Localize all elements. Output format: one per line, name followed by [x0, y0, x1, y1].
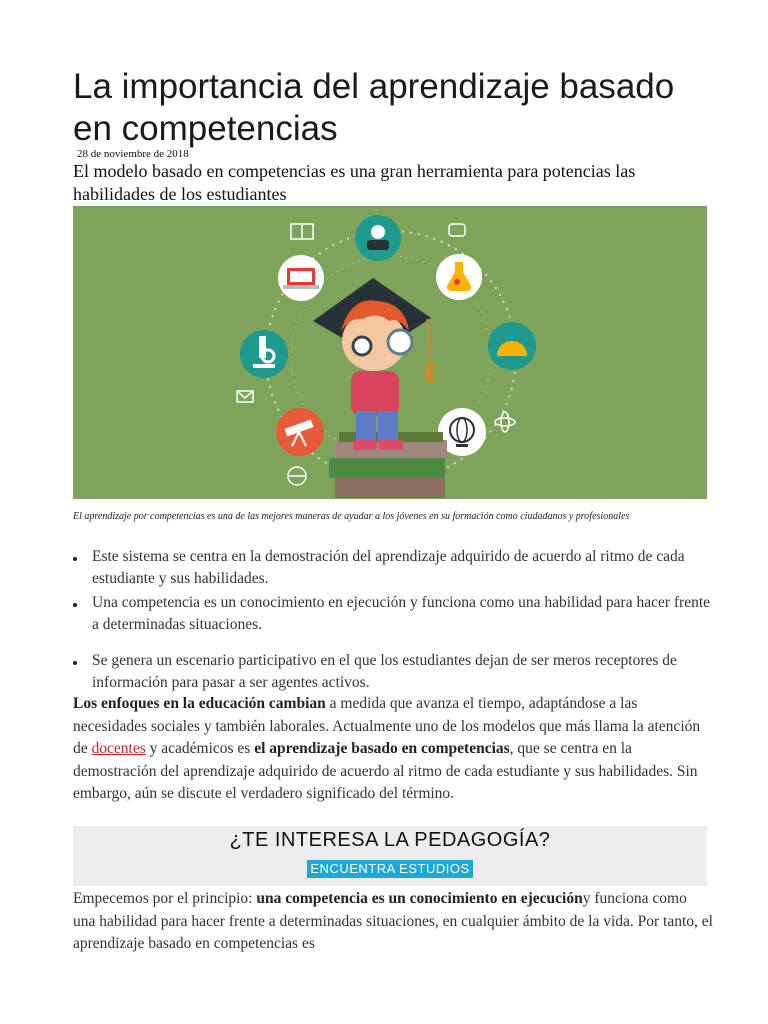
banner-title: ¿TE INTERESA LA PEDAGOGÍA? — [229, 829, 551, 851]
text-run: y académicos es — [145, 740, 255, 757]
bold-phrase: Los enfoques en la educación cambian — [73, 695, 326, 712]
text-run: y funciona como una habilidad para hacer frente a determinadas situaciones, en cualquier ámbito de la vida. Por tanto, el aprendizaje basado en competencias es — [73, 890, 713, 952]
body-paragraph-1 — [73, 693, 713, 806]
list-item: Este sistema se centra en la demostración del aprendizaje adquirido de acuerdo al ritmo de cada estudiante y sus habilidades. — [73, 546, 713, 590]
article-date: 28 de noviembre de 2018 — [77, 148, 189, 160]
body-paragraph-2 — [73, 888, 713, 956]
image-caption: El aprendizaje por competencias es una de las mejores maneras de ayudar a los jóvenes en su formación como ciudadanos y profesionales — [73, 511, 630, 522]
text-run: , que se centra en la demostración del aprendizaje adquirido de acuerdo al ritmo de cada estudiante y sus habilidades. Sin embargo, aún se discute el verdadero significado del término. — [73, 740, 698, 802]
find-studies-button[interactable]: ENCUENTRA ESTUDIOS — [307, 860, 472, 878]
text-run: a medida que avanza el tiempo, adaptándose a las necesidades sociales y también laborales. Actualmente uno de los modelos que más llama la atención de — [73, 695, 701, 757]
pedagogy-banner — [73, 826, 707, 886]
bold-phrase: una competencia es un conocimiento en ejecución — [256, 890, 583, 907]
list-item: Una competencia es un conocimiento en ejecución y funciona como una habilidad para hacer frente a determinadas situaciones. — [73, 592, 713, 636]
microscope-icon — [240, 330, 288, 378]
article-title: La importancia del aprendizaje basado en competencias — [73, 67, 675, 148]
student-competencies-illustration — [73, 206, 707, 499]
hero-illustration — [73, 206, 707, 499]
docentes-link[interactable]: docentes — [91, 740, 146, 757]
laptop-icon — [278, 255, 324, 301]
telescope-icon — [276, 408, 324, 456]
article-subtitle: El modelo basado en competencias es una gran herramienta para potencias las habilidades de los estudiantes — [73, 161, 636, 204]
teacher-icon — [355, 215, 401, 261]
list-item: Se genera un escenario participativo en el que los estudiantes dejan de ser meros receptores de información para pasar a ser agentes activos. — [73, 650, 713, 694]
protractor-icon — [488, 322, 536, 370]
text-run: Empecemos por el principio: — [73, 890, 257, 907]
bold-phrase: el aprendizaje basado en competencias — [254, 740, 510, 757]
key-points-list — [73, 546, 713, 694]
flask-icon — [436, 254, 482, 300]
